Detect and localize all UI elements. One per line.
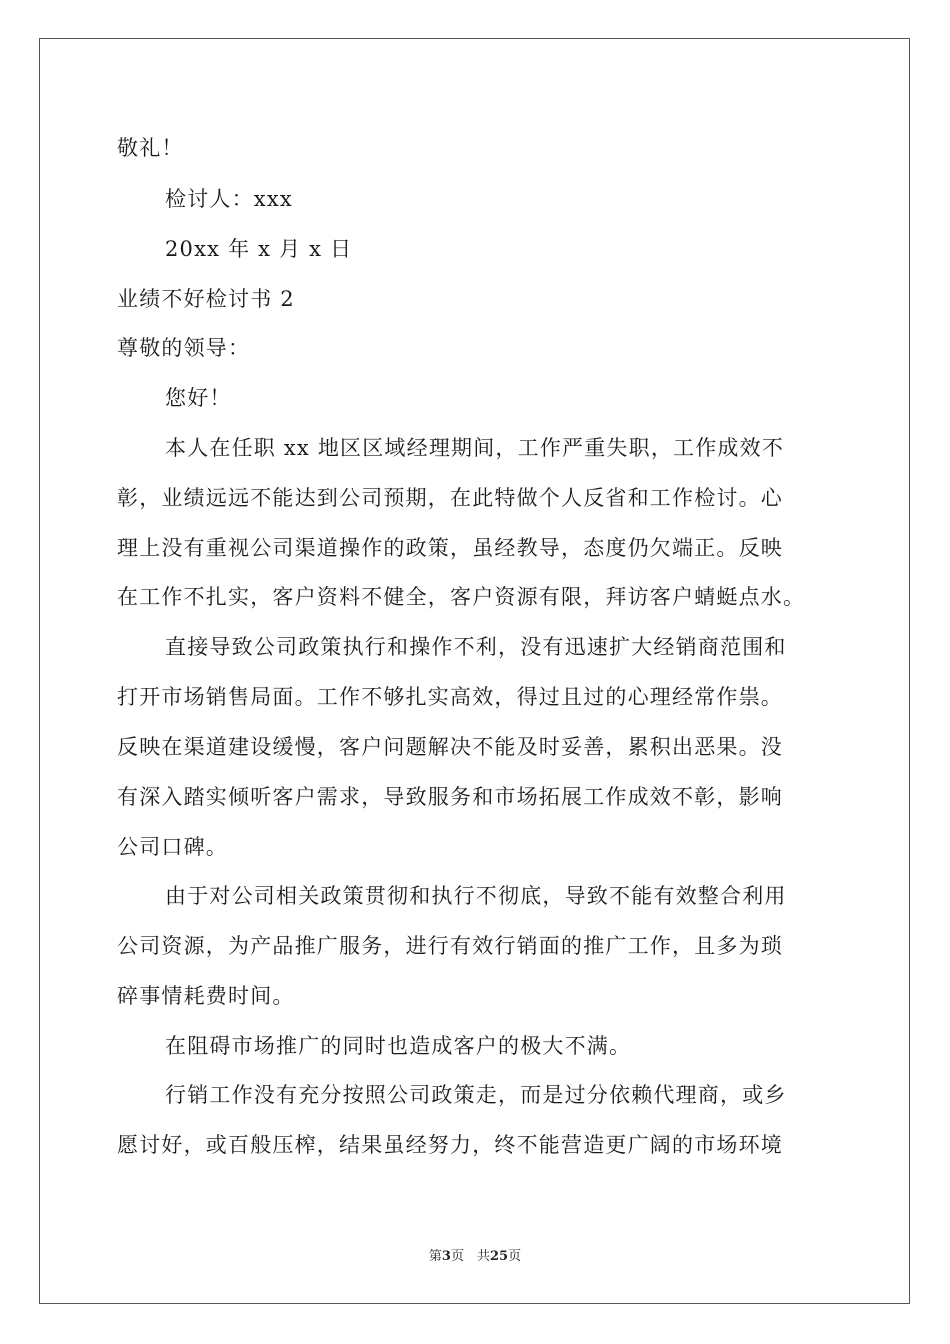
paragraph-line: 行销工作没有充分按照公司政策走，而是过分依赖代理商，或乡 — [165, 1083, 787, 1107]
paragraph-line: 在阻碍市场推广的同时也造成客户的极大不满。 — [165, 1034, 632, 1058]
paragraph-line: 彰，业绩远远不能达到公司预期，在此特做个人反省和工作检讨。心 — [117, 486, 783, 510]
paragraph-line: 打开市场销售局面。工作不够扎实高效，得过且过的心理经常作祟。 — [117, 685, 783, 709]
paragraph-line: 由于对公司相关政策贯彻和执行不彻底，导致不能有效整合利用 — [165, 884, 787, 908]
paragraph-line: 直接导致公司政策执行和操作不利，没有迅速扩大经销商范围和 — [165, 635, 787, 659]
date-line: 20xx 年 x 月 x 日 — [165, 237, 353, 261]
greeting-line: 尊敬的领导： — [117, 336, 251, 360]
paragraph-line: 本人在任职 xx 地区区域经理期间，工作严重失职，工作成效不 — [165, 436, 785, 460]
paragraph-line: 愿讨好，或百般压榨，结果虽经努力，终不能营造更广阔的市场环境 — [117, 1133, 783, 1157]
paragraph-line: 理上没有重视公司渠道操作的政策，虽经教导，态度仍欠端正。反映 — [117, 536, 783, 560]
current-page-number: 3 — [441, 1249, 451, 1264]
page-suffix: 页 — [508, 1249, 522, 1264]
paragraph-line: 有深入踏实倾听客户需求，导致服务和市场拓展工作成效不彰，影响 — [117, 785, 783, 809]
paragraph-line: 公司资源，为产品推广服务，进行有效行销面的推广工作，且多为琐 — [117, 934, 783, 958]
total-page-number: 25 — [489, 1249, 509, 1264]
page-mid: 页 共 — [450, 1249, 490, 1264]
page-footer — [0, 1248, 950, 1266]
page-prefix: 第 — [428, 1249, 442, 1264]
section-title: 业绩不好检讨书 2 — [117, 287, 295, 311]
paragraph-line: 在工作不扎实，客户资料不健全，客户资源有限，拜访客户蜻蜓点水。 — [117, 585, 806, 609]
paragraph-line: 公司口碑。 — [117, 835, 228, 859]
page-border — [39, 38, 910, 1304]
hello-line: 您好！ — [165, 386, 232, 410]
signer-line: 检讨人：xxx — [165, 187, 293, 211]
closing-salutation: 敬礼！ — [117, 136, 184, 160]
paragraph-line: 反映在渠道建设缓慢，客户问题解决不能及时妥善，累积出恶果。没 — [117, 735, 783, 759]
paragraph-line: 碎事情耗费时间。 — [117, 984, 295, 1008]
